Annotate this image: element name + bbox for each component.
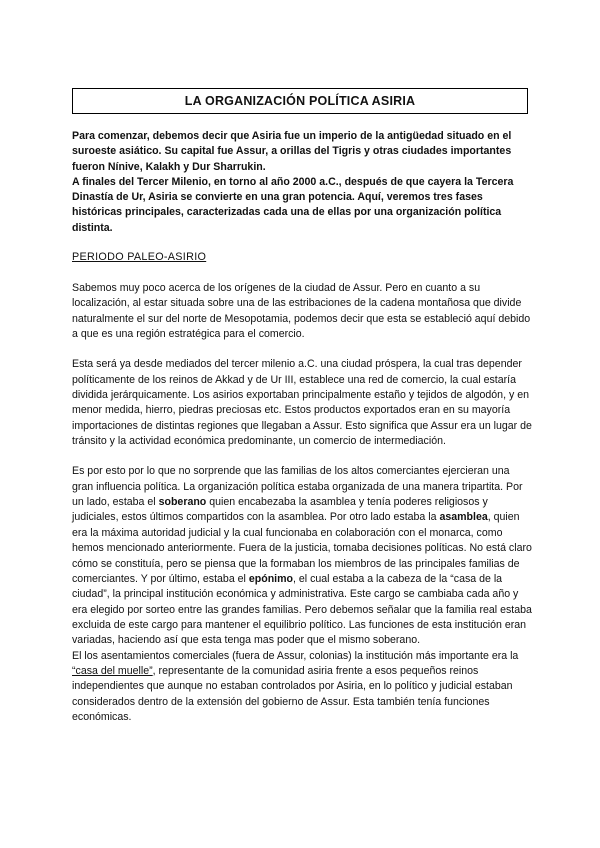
document-title: LA ORGANIZACIÓN POLÍTICA ASIRIA bbox=[184, 94, 416, 108]
term-casa-del-muelle: “casa del muelle” bbox=[72, 664, 153, 677]
paragraph-3-text-1: Es por esto por lo que no sorprende que las familias de los altos comerciantes ejercieran una gran influencia política. La organización política estaba organizada de una manera tripartita. Por un lado, estaba el bbox=[72, 465, 523, 509]
paragraph-4-text-1: El los asentamientos comerciales (fuera de Assur, colonias) la institución más importante era la bbox=[72, 649, 519, 662]
document-title-box bbox=[72, 88, 528, 114]
body-text bbox=[72, 281, 532, 725]
intro-paragraph-1: Para comenzar, debemos decir que Asiria fue un imperio de la antigüedad situado en el suroeste asiático. Su capital fue Assur, a orillas del Tigris y otras ciudades importantes fueron Nínive, Kalakh y Dur Sharrukin. bbox=[72, 130, 512, 173]
paragraph-3-text-3: , quien era la máxima autoridad judicial y la cual funcionaba en colaboración con el monarca, como hemos mencionado anteriormente. Fuera de la justicia, tomaba decisiones políticas. No está claro cómo se constituía, pero se piensa que la formaban los miembros de las principales familias de comerciantes. Y por último, estaba el bbox=[72, 511, 532, 585]
term-asamblea: asamblea bbox=[439, 511, 488, 524]
section-heading: PERIODO PALEO-ASIRIO bbox=[72, 251, 207, 263]
intro-paragraph-2: A finales del Tercer Milenio, en torno al año 2000 a.C., después de que cayera la Tercera Dinastía de Ur, Asiria se convierte en una gran potencia. Aquí, veremos tres fases históricas principales, caracterizadas cada una de ellas por una organización política distinta. bbox=[72, 175, 514, 234]
paragraph-4-text-2: , representante de la comunidad asiria frente a esos pequeños reinos independientes que aunque no estaban controlados por Asiria, en lo político y judicial estaban considerados dentro de la extensión del gobierno de Assur. Esta también tenía funciones económicas. bbox=[72, 664, 513, 723]
paragraph-2: Esta será ya desde mediados del tercer milenio a.C. una ciudad próspera, la cual tras depender políticamente de los reinos de Akkad y de Ur III, establece una red de comercio, la cual estaría dividida jerárquicamente. Los asirios exportaban principalmente estaño y tejidos de algodón, y en menor medida, hierro, piedras preciosas etc. Estos productos exportados eran en su mayoría importaciones de distintas regiones que llegaban a Assur. Esto significa que Assur era un lugar de tránsito y la actividad económica predominante, un comercio de intermediación. bbox=[72, 358, 532, 448]
paragraph-4 bbox=[72, 649, 532, 726]
paragraph-3-text-2: quien encabezaba la asamblea y tenía poderes religiosos y judiciales, estos últimos compartidos con la asamblea. Por otro lado estaba la bbox=[72, 496, 488, 524]
paragraph-1: Sabemos muy poco acerca de los orígenes de la ciudad de Assur. Pero en cuanto a su localización, al estar situada sobre una de las estribaciones de la cadena montañosa que divide naturalmente el sur del norte de Mesopotamia, podemos decir que esta se estableció aquí debido a que es una región estratégica para el comercio. bbox=[72, 282, 531, 341]
term-soberano: soberano bbox=[158, 496, 207, 509]
paragraph-3-text-4: , el cual estaba a la cabeza de la “casa de la ciudad”, la principal institución económica y administrativa. Este cargo se cambiaba cada año y era elegido por sorteo entre las grandes familias. Pero debemos señalar que la familia real estaba excluida de este cargo para mantener el equilibrio político. Las funciones de esta institución eran variadas, haciendo así que esta tenga mas poder que el mismo soberano. bbox=[72, 572, 532, 647]
intro-block bbox=[72, 129, 530, 236]
paragraph-3 bbox=[72, 464, 532, 648]
term-eponimo: epónimo bbox=[248, 572, 293, 585]
